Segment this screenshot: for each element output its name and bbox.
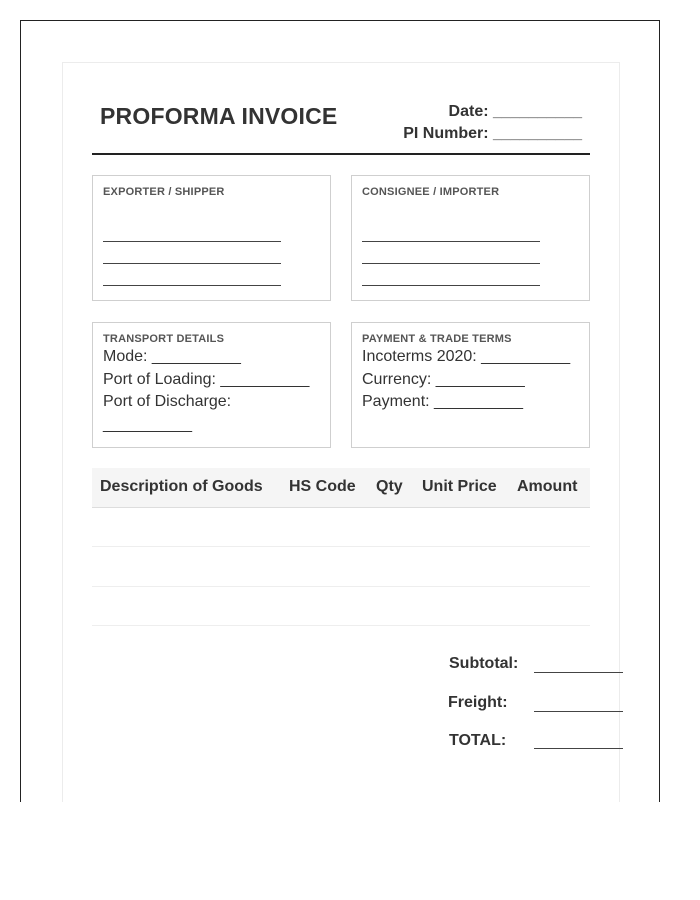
currency-field: Currency: __________ bbox=[362, 370, 525, 388]
exporter-label: EXPORTER / SHIPPER bbox=[103, 186, 225, 198]
mode-field: Mode: __________ bbox=[103, 348, 241, 365]
consignee-box bbox=[351, 175, 590, 301]
consignee-line bbox=[362, 242, 540, 264]
table-row bbox=[92, 625, 590, 626]
table-row bbox=[92, 546, 590, 547]
column-unit-price: Unit Price bbox=[422, 478, 497, 495]
exporter-line bbox=[103, 220, 281, 242]
total-line bbox=[534, 748, 623, 749]
consignee-line bbox=[362, 220, 540, 242]
payment-details bbox=[362, 346, 579, 414]
exporter-line bbox=[103, 264, 281, 286]
subtotal-label: Subtotal: bbox=[449, 655, 519, 672]
date-row bbox=[403, 101, 582, 123]
header-divider bbox=[92, 153, 590, 155]
subtotal-line bbox=[534, 672, 623, 673]
consignee-label: CONSIGNEE / IMPORTER bbox=[362, 186, 500, 198]
document-title: PROFORMA INVOICE bbox=[100, 103, 338, 129]
exporter-blank-lines bbox=[103, 220, 320, 286]
column-amount: Amount bbox=[517, 478, 578, 495]
pi-number-blank: __________ bbox=[493, 125, 582, 142]
consignee-line bbox=[362, 264, 540, 286]
date-label: Date: bbox=[448, 103, 489, 120]
freight-label: Freight: bbox=[448, 694, 508, 711]
port-of-discharge-blank: __________ bbox=[103, 415, 192, 433]
exporter-box bbox=[92, 175, 331, 301]
consignee-blank-lines bbox=[362, 220, 579, 286]
payment-box bbox=[351, 322, 590, 448]
transport-details bbox=[103, 346, 320, 436]
port-of-discharge-field: Port of Discharge: bbox=[103, 393, 232, 410]
total-label: TOTAL: bbox=[449, 732, 507, 749]
pi-number-row bbox=[403, 123, 582, 145]
payment-label: PAYMENT & TRADE TERMS bbox=[362, 333, 512, 345]
pi-number-label: PI Number: bbox=[403, 125, 489, 142]
invoice-meta bbox=[403, 101, 582, 145]
port-of-loading-field: Port of Loading: __________ bbox=[103, 370, 310, 388]
exporter-line bbox=[103, 242, 281, 264]
transport-box bbox=[92, 322, 331, 448]
freight-line bbox=[534, 711, 623, 712]
goods-table-header bbox=[92, 468, 590, 508]
transport-label: TRANSPORT DETAILS bbox=[103, 333, 225, 345]
incoterms-field: Incoterms 2020: __________ bbox=[362, 348, 571, 365]
date-blank: __________ bbox=[493, 103, 582, 120]
column-hs-code: HS Code bbox=[289, 478, 356, 495]
payment-field: Payment: __________ bbox=[362, 393, 524, 410]
column-qty: Qty bbox=[376, 478, 403, 495]
table-row bbox=[92, 586, 590, 587]
column-description: Description of Goods bbox=[100, 478, 263, 495]
